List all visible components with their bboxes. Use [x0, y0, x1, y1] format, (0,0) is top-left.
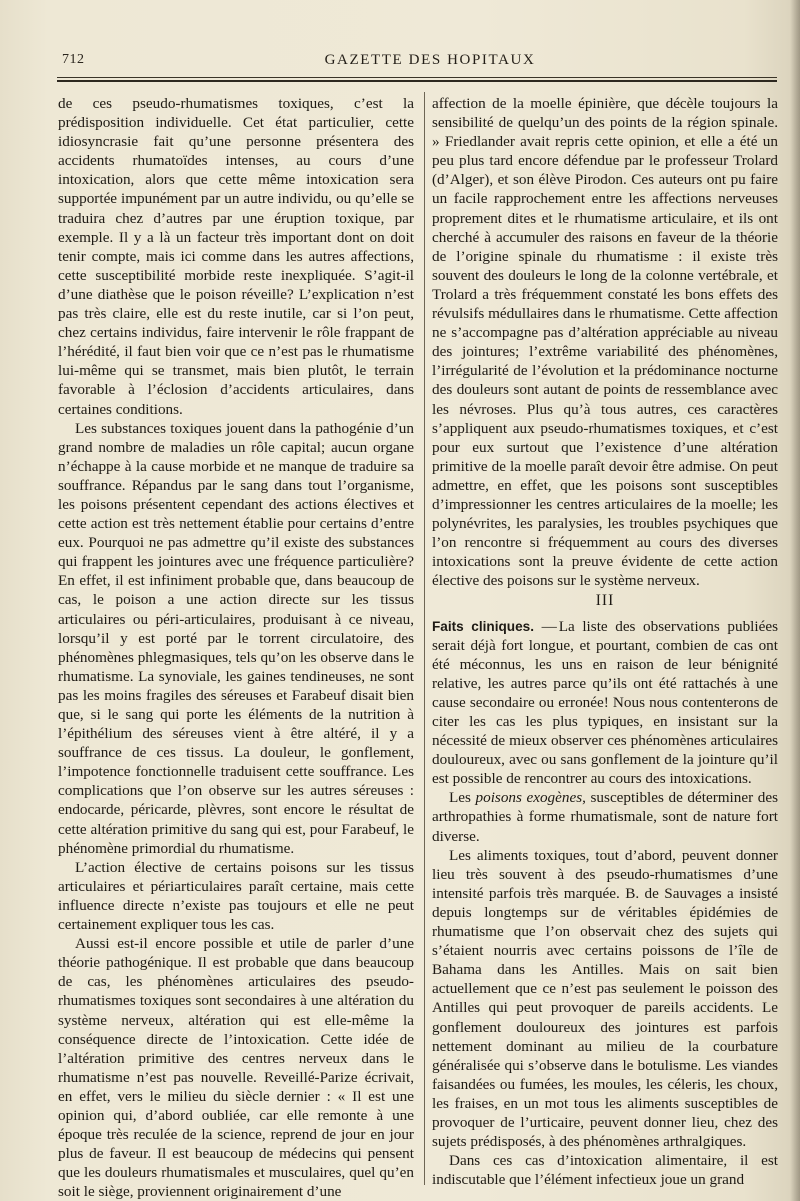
- emphasis-poisons-exogenes: poisons exogènes: [475, 789, 583, 807]
- right-paragraph-3-rest: , susceptibles de déterminer des arthropathies à forme rhumatismale, sont de nature fort diverse.: [432, 789, 778, 845]
- left-paragraph-4: Aussi est-il encore possible et utile de parler d’une théorie pathogénique. Il est probable que dans beaucoup de cas, les phénomènes articulaires des pseudo-rhumatismes toxiques sont secondaires à une altération du système nerveux, altération qui est elle-même la conséquence directe de l’intoxication. Cette idée de l’altération primitive des centres nerveux dans le rhumatisme n’est pas nouvelle. Reveillé-Parize écrivait, en effet, vers le milieu du siècle dernier : « Il est une opinion qui, d’abord oubliée, car elle remonte à une époque très reculée de la science, reprend de jour en jour plus de faveur. Il est beaucoup de médecins qui pensent que les douleurs rhumatismales et musculaires, quel qu’en soit le siège, proviennent originairement d’une: [58, 935, 414, 1201]
- page-number: 712: [62, 52, 85, 67]
- page-edge-shadow: [790, 0, 800, 1201]
- em-dash: —: [541, 617, 557, 635]
- section-heading: Faits cliniques.: [432, 618, 534, 634]
- right-paragraph-3: [432, 788, 778, 845]
- header-rule-thin: [57, 77, 777, 78]
- section-number: III: [595, 592, 615, 610]
- running-title: GAZETTE DES HOPITAUX: [324, 52, 536, 68]
- left-column: [58, 94, 414, 1201]
- right-paragraph-1: affection de la moelle épinière, que décèle toujours la sensibilité de quelqu’un des points de la région spinale. » Friedlander avait repris cette opinion, et elle a été un peu plus tard encore défendue par le professeur Trolard (d’Alger), et son élève Pirodon. Ces auteurs ont pu faire un facile rapprochement entre les affections nerveuses proprement dites et le rhumatisme articulaire, et ils ont cherché à accumuler des raisons en faveur de la théorie de l’origine spinale du rhumatisme : il existe très souvent des douleurs le long de la colonne vertébrale, et Trolard a très fréquemment constaté les bons effets des révulsifs médullaires dans le rhumatisme. Cette affection ne s’accompagne pas d’altération appréciable au niveau des jointures; l’extrême variabilité des phénomènes, l’irrégularité de l’évolution et la prédominance nocturne des douleurs sont autant de points de ressemblance avec les névroses. Plus qu’à tous autres, ces caractères s’appliquent aux pseudo-rhumatismes toxiques, et c’est pour eux surtout que l’existence d’une altération primitive de la moelle paraît devoir être admise. On peut admettre, en effet, que les poisons sont susceptibles d’impressionner les centres articulaires de la moelle; les polynévrites, les paralysies, les troubles psychiques que l’on rencontre si fréquemment au cours des diverses intoxications sont la preuve évidente de cette action élective des poisons sur le système nerveux.: [432, 95, 778, 590]
- right-column: [432, 94, 778, 1189]
- column-divider: [424, 92, 425, 1185]
- left-paragraph-2: Les substances toxiques jouent dans la pathogénie d’un grand nombre de maladies un rôle capital; aucun organe n’échappe à la cause morbide et ne manque de traduire sa souffrance. Répandus par le sang dans tout l’organisme, les poisons présentent cependant des actions électives et cette action est très nettement établie pour certains d’entre eux. Pourquoi ne pas admettre qu’il existe des substances qui frappent les jointures avec une fréquence particulière? En effet, il est infiniment probable que, dans beaucoup de cas, le poison a une action directe sur les tissus articulaires ou péri-articulaires, produisant à ce niveau, lorsqu’il y est porté par le torrent circulatoire, des phénomènes phlegmasiques, tels qu’on les observe dans le rhumatisme. La synoviale, les gaines tendineuses, ne sont pas les moins fragiles des séreuses et Farabeuf disait bien que, si le sang qui porte les éléments de la nutrition à l’épithélium des séreuses vient à être altéré, il y a souffrance de ces tissus. La douleur, le gonflement, l’impotence fonctionnelle traduisent cette souffrance. Les complications que l’on observe sur les autres séreuses : endocarde, péricarde, plèvres, sont encore le résultat de cette altération primitive du sang qui est, pour Farabeuf, le phénomène primordial du rhumatisme.: [58, 419, 414, 857]
- right-paragraph-4: Les aliments toxiques, tout d’abord, peuvent donner lieu très souvent à des pseudo-rhumatismes d’une intensité parfois très marquée. B. de Sauvages a insisté depuis longtemps sur de véritables épidémies de rhumatisme que l’on observait chez des sujets qui s’étaient nourris avec certains poissons de l’île de Bahama dans les Antilles. Mais on sait bien actuellement que ce n’est pas seulement le poisson des Antilles qui peut provoquer de pareils accidents. Le gonflement douloureux des jointures est parfois nettement dominant au milieu de la courbature généralisée qui s’observe dans le botulisme. Les viandes faisandées ou fumées, les moules, les céleris, les choux, les fraises, en un mot tous les aliments susceptibles de provoquer de l’urticaire, peuvent donner lieu, chez des sujets prédisposés, à des phénomènes arthralgiques.: [432, 846, 778, 1151]
- right-paragraph-2-text: La liste des observations publiées serait déjà fort longue, et pourtant, combien de cas ont été méconnus, les uns en raison de leur bénignité relative, les autres parce qu’ils ont été rattachés à une cause secondaire ou erronée! Nous nous contenterons de citer les cas les plus typiques, en insistant sur la nécessité de mieux observer ces phénomènes articulaires douloureux, avec ou sans gonflement de la jointure qu’il est possible de rencontrer au cours des intoxications.: [432, 617, 778, 788]
- right-paragraph-3-start: Les: [449, 789, 476, 807]
- right-paragraph-2: [432, 617, 778, 789]
- right-paragraph-5: Dans ces cas d’intoxication alimentaire, il est indiscutable que l’élément infectieux joue un grand: [432, 1152, 778, 1189]
- left-paragraph-3: L’action élective de certains poisons sur les tissus articulaires et périarticulaires paraît certaine, mais cette influence directe n’existe pas toujours et elle ne peut certainement expliquer tous les cas.: [58, 858, 414, 934]
- left-paragraph-1: de ces pseudo-rhumatismes toxiques, c’est la prédisposition individuelle. Cet état particulier, cette idiosyncrasie fait qu’une personne présentera des accidents rhumatoïdes intenses, au cours d’une intoxication, alors que cette même intoxication sera supportée impunément par un autre individu, ou qu’elle se traduira chez d’autres par une éruption toxique, par exemple. Il y a là un facteur très important dont on doit tenir compte, mais ici comme dans les autres affections, cette susceptibilité morbide reste inexpliquée. S’agit-il d’une diathèse que le poison réveille? L’explication n’est pas très claire, elle est du reste inutile, car si l’on peut, chez certains individus, faire intervenir le rôle frappant de l’hérédité, il faut bien voir que ce n’est pas le rhumatisme lui-même qui se transmet, mais bien plutôt, le terrain favorable à l’éclosion d’accidents articulaires, dans certaines conditions.: [58, 95, 414, 418]
- header-rule-thick: [57, 80, 777, 82]
